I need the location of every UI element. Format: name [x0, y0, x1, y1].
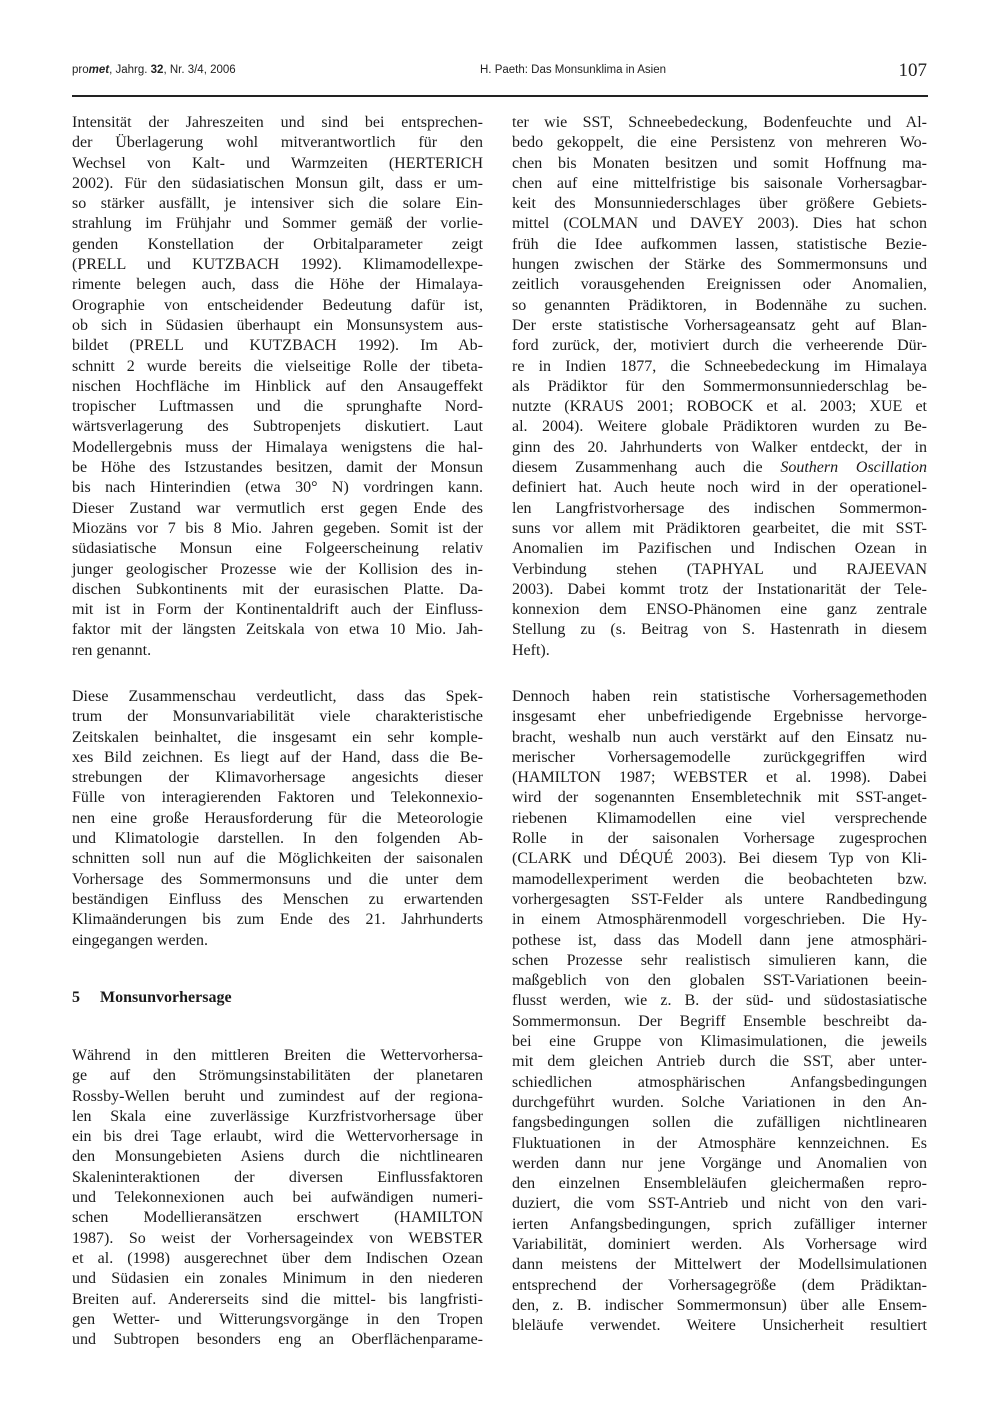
text-line: pothese ist, dass das Modell dann jene atmosphäri-	[512, 931, 927, 949]
text-line: xes Bild zeichnen. Es liegt auf der Hand, dass die Be-	[72, 748, 483, 766]
text-line: 2002). Für den südasiatischen Monsun gilt, dass er um-	[72, 174, 483, 192]
text-line: Anomalien im Pazifischen und Indischen Ozean in	[512, 540, 927, 558]
text-line: Fülle von interagierenden Faktoren und Telekonnexio-	[72, 789, 483, 807]
text-line: ford zurück, der, motiviert durch die verheerende Dür-	[512, 337, 927, 355]
text-line: Intensität der Jahreszeiten und sind bei entsprechen-	[72, 114, 483, 131]
text-line: als Prädiktor für den Sommermonsunniederschlag be-	[512, 377, 927, 395]
text-line: bleläufe verwendet. Weitere Unsicherheit resultiert	[512, 1317, 927, 1335]
text-line: (CLARK und DÉQUÉ 2003). Bei diesem Typ von Kli-	[512, 850, 927, 868]
text-line: strahlung im Frühjahr und Sommer gemäß der vorlie-	[72, 215, 483, 233]
text-line: ren genannt.	[72, 641, 152, 659]
paragraph	[72, 113, 483, 661]
text-line: Dieser Zustand war vermutlich erst gegen Ende des	[72, 499, 483, 517]
text-line: bildet (PRELL und KUTZBACH 1992). Im Ab-	[72, 337, 483, 355]
text-line: südasiatische Monsun eine Folgeerscheinung relativ	[72, 540, 483, 558]
text-line: konnexion dem ENSO-Phänomen eine ganz zentrale	[512, 601, 927, 619]
text-line: duziert, die vom SST-Antrieb und nicht von den vari-	[512, 1195, 927, 1213]
text-line: chen bis Monaten besitzen und somit Hoffnung ma-	[512, 154, 927, 172]
text-line: len Langfristvorhersage des indischen Sommermon-	[512, 499, 927, 517]
text-line	[512, 458, 927, 478]
text-line: so genannten Prädiktoren, in Bodennähe zu suchen.	[512, 296, 927, 314]
text-line: Miozäns vor 7 bis 8 Mio. Jahren gegeben. Somit ist der	[72, 519, 483, 537]
text-line: faktor mit der längsten Zeitskala von etwa 10 Mio. Jah-	[72, 621, 483, 639]
text-line: und Subtropen besonders eng an Oberflächenparame-	[72, 1331, 483, 1349]
text-line: et al. (1998) ausgerechnet über dem Indischen Ozean	[72, 1249, 483, 1267]
text-line: Diese Zusammenschau verdeutlicht, dass das Spek-	[72, 688, 483, 705]
text-line: Zeitskalen beinhaltet, die insgesamt ein sehr komple-	[72, 728, 483, 746]
text-line: re in Indien 1877, die Schneebedeckung im Himalaya	[512, 357, 927, 375]
text-line: ge auf den Strömungsinstabilitäten der planetaren	[72, 1067, 483, 1085]
text-line: nen eine große Herausforderung für die Meteorologie	[72, 809, 483, 827]
text-line: der Überlagerung wohl mitverantwortlich für den	[72, 134, 483, 152]
text-line: rimente belegen auch, dass die Höhe der Himalaya-	[72, 276, 483, 294]
text-line: Verbindung stehen (TAPHYAL und RAJEEVAN	[512, 560, 927, 578]
text-line: Dennoch haben rein statistische Vorhersagemethoden	[512, 688, 927, 705]
paragraph	[72, 1046, 483, 1350]
journal-name-emphasis: met	[88, 64, 110, 76]
text-line: ierten Anfangsbedingungen, sprich zufälliger interner	[512, 1215, 927, 1233]
paragraph	[512, 113, 927, 661]
text-line: dischen Subkontinents mit der eurasischen Platte. Da-	[72, 580, 483, 598]
text-line: trum der Monsunvariabilität viele charakteristische	[72, 708, 483, 726]
text-line: vorhergesagten SST-Felder als untere Randbedingung	[512, 890, 927, 908]
italic-term: Southern Oscillation	[780, 459, 927, 477]
text-line: flusst werden, wie z. B. der süd- und südostasiatische	[512, 992, 927, 1010]
text-line: len Skala eine zuverlässige Kurzfristvorhersage über	[72, 1107, 483, 1125]
journal-name-prefix: pro	[72, 64, 89, 76]
text-line: mamodellexperiment werden die beobachteten bzw.	[512, 870, 927, 888]
text-line: und Telekonnexionen auch bei aufwändigen numeri-	[72, 1189, 483, 1207]
section-number: 5	[72, 989, 80, 1006]
text-line: schnitt 2 wurde bereits die vielseitige Rolle der tibeta-	[72, 357, 483, 375]
text-line: 1987). So weist der Vorhersageindex von WEBSTER	[72, 1229, 483, 1247]
header-rule	[72, 95, 928, 97]
text-line: be Höhe des Istzustandes besitzen, damit der Monsun	[72, 459, 483, 477]
text-line: schen Modellieransätzen erschwert (HAMILTON	[72, 1209, 483, 1227]
text-line: früh die Idee aufkommen lassen, statistische Bezie-	[512, 235, 927, 253]
text-line: merischer Vorhersagemodelle zurückgegriffen wird	[512, 748, 927, 766]
text-line: bis nach Hinterindien (etwa 30° N) vordringen kann.	[72, 479, 483, 497]
text-line: ob sich in Südasien überhaupt ein Monsunsystem aus-	[72, 316, 483, 334]
text-line: wärtsverlagerung des Subtropenjets diskutiert. Laut	[72, 418, 483, 436]
text-line: hungen zwischen der Stärke des Sommermonsuns und	[512, 256, 927, 274]
text-line: insgesamt eher unbefriedigende Ergebnisse hervorge-	[512, 708, 927, 726]
text-line: Breiten auf. Andererseits sind die mittel- bis langfristi-	[72, 1290, 483, 1308]
text-line: und Klimatologie darstellen. In den folgenden Ab-	[72, 830, 483, 848]
text-line: und Südasien ein zonales Minimum in den niederen	[72, 1270, 483, 1288]
text-line: schiedlichen atmosphärischen Anfangsbedingungen	[512, 1073, 927, 1091]
text-line: genden Konstellation der Orbitalparameter zeigt	[72, 235, 483, 253]
text-line: Stellung zu (s. Beitrag von S. Hastenrath in diesem	[512, 621, 927, 639]
text-line: so stärker ausfällt, je intensiver sich die solare Ein-	[72, 195, 483, 213]
journal-issue: , Nr. 3/4, 2006	[163, 64, 236, 76]
text-line: entsprechend der Vorhersagegröße (dem Prädiktan-	[512, 1276, 927, 1294]
journal-year-label: , Jahrg.	[109, 64, 151, 76]
text-line: 2003). Dabei kommt trotz der Instationarität der Tele-	[512, 580, 927, 598]
text-line: Sommermonsun. Der Begriff Ensemble beschreibt da-	[512, 1012, 927, 1030]
text-line: beständigen Einfluss des Menschen zu erwartenden	[72, 890, 483, 908]
paragraph	[512, 687, 927, 1337]
text-line: durchgeführt wurden. Solche Variationen in den An-	[512, 1093, 927, 1111]
text-line: junger geologischer Prozesse wie der Kollision des in-	[72, 560, 483, 578]
section-heading	[72, 988, 483, 1008]
text-line: schnitten soll nun auf die Möglichkeiten der saisonalen	[72, 850, 483, 868]
text-line: mittel (COLMAN und DAVEY 2003). Dies hat schon	[512, 215, 927, 233]
text-line: tropischer Luftmassen und die sprunghafte Nord-	[72, 398, 483, 416]
journal-volume: 32	[150, 64, 164, 76]
text-line: bracht, weshalb nun auch verstärkt auf den Einsatz nu-	[512, 728, 927, 746]
text-line: ginn des 20. Jahrhunderts von Walker entdeckt, der in	[512, 438, 927, 456]
text-line: den Monsungebieten Asiens durch die nichtlinearen	[72, 1148, 483, 1166]
text-line: den einzelnen Ensembleläufen gleichermaßen repro-	[512, 1175, 927, 1193]
text-line: bedo gekoppelt, die eine Persistenz von mehreren Wo-	[512, 134, 927, 152]
text-line: bei eine Gruppe von Klimasimulationen, die jeweils	[512, 1033, 927, 1051]
text-line: (PRELL und KUTZBACH 1992). Klimamodellexpe-	[72, 256, 483, 274]
text-line: Wechsel von Kalt- und Warmzeiten (HERTERICH	[72, 154, 483, 172]
running-title: H. Paeth: Das Monsunklima in Asien	[480, 64, 667, 76]
text-line: suns vor allem mit Prädiktoren gearbeitet, die mit SST-	[512, 519, 927, 537]
text-line: Klimaänderungen bis zum Ende des 21. Jahrhunderts	[72, 911, 483, 929]
text-line: eingegangen werden.	[72, 931, 208, 949]
text-line: nutzte (KRAUS 2001; ROBOCK et al. 2003; XUE et	[512, 398, 927, 416]
text-line: fangsbedingungen sollen die zufälligen nichtlinearen	[512, 1114, 927, 1132]
text-line: Orographie von entscheidender Bedeutung dafür ist,	[72, 296, 483, 314]
text-line: Fluktuationen in der Atmosphäre kennzeichnen. Es	[512, 1134, 927, 1152]
text-line: ter wie SST, Schneebedeckung, Bodenfeuchte und Al-	[512, 114, 927, 131]
text-line: maßgeblich von den globalen SST-Variationen beein-	[512, 972, 927, 990]
text-line: chen auf eine mittelfristige bis saisonale Vorhersagbar-	[512, 174, 927, 192]
text-line: ein bis drei Tage erlaubt, wird die Wettervorhersage in	[72, 1128, 483, 1146]
text-line: Modellergebnis muss der Himalaya wenigstens die hal-	[72, 438, 483, 456]
text-line: strebungen der Klimavorhersage angesichts dieser	[72, 769, 483, 787]
text-line: gen Wetter- und Witterungsvorgänge in den Tropen	[72, 1310, 483, 1328]
page-number: 107	[898, 60, 927, 81]
text-line: dann meistens der Mittelwert der Modellsimulationen	[512, 1256, 927, 1274]
journal-citation	[72, 64, 236, 76]
text-line: schen Prozesse sehr realistisch simulieren kann, die	[512, 951, 927, 969]
text-segment: diesem Zusammenhang auch die	[512, 459, 781, 477]
text-line: den, z. B. indischer Sommermonsun) über alle Ensem-	[512, 1296, 927, 1314]
text-line: Rossby-Wellen beruht und zumindest auf der regiona-	[72, 1087, 483, 1105]
text-line: Skaleninteraktionen der diversen Einflussfaktoren	[72, 1168, 483, 1186]
text-line: in einem Atmosphärenmodell vorgeschrieben. Die Hy-	[512, 911, 927, 929]
text-line: definiert hat. Auch heute noch wird in der operationel-	[512, 479, 927, 497]
text-line: mit dem gleichen Antrieb durch die SST, aber unter-	[512, 1053, 927, 1071]
text-line: Rolle in der saisonalen Vorhersage zugesprochen	[512, 830, 927, 848]
section-title: Monsunvorhersage	[100, 989, 232, 1006]
text-line: nischen Hochfläche im Hinblick auf den Ansaugeffekt	[72, 377, 483, 395]
text-line: Vorhersage des Sommermonsuns und die unter dem	[72, 870, 483, 888]
text-line: (HAMILTON 1987; WEBSTER et al. 1998). Dabei	[512, 769, 927, 787]
text-line: werden dann nur jene Vorgänge und Anomalien von	[512, 1154, 927, 1172]
text-line: al. 2004). Weitere globale Prädiktoren wurden zu Be-	[512, 418, 927, 436]
text-line: riebenen Klimamodellen eine viel versprechende	[512, 809, 927, 827]
paragraph	[72, 687, 483, 951]
text-line: keit des Monsunniederschlages über größere Gebiets-	[512, 195, 927, 213]
text-line: Der erste statistische Vorhersageansatz geht auf Blan-	[512, 316, 927, 334]
text-line: Während in den mittleren Breiten die Wettervorhersa-	[72, 1047, 483, 1064]
text-line: zeitlich vorausgehenden Ereignissen oder Anomalien,	[512, 276, 927, 294]
text-line: Heft).	[512, 641, 550, 659]
text-line: mit ist in Form der Kontinentaldrift auch der Einfluss-	[72, 601, 483, 619]
text-line: Variabilität, dominiert werden. Als Vorhersage wird	[512, 1236, 927, 1254]
text-line: wird der sogenannten Ensembletechnik mit SST-anget-	[512, 789, 927, 807]
